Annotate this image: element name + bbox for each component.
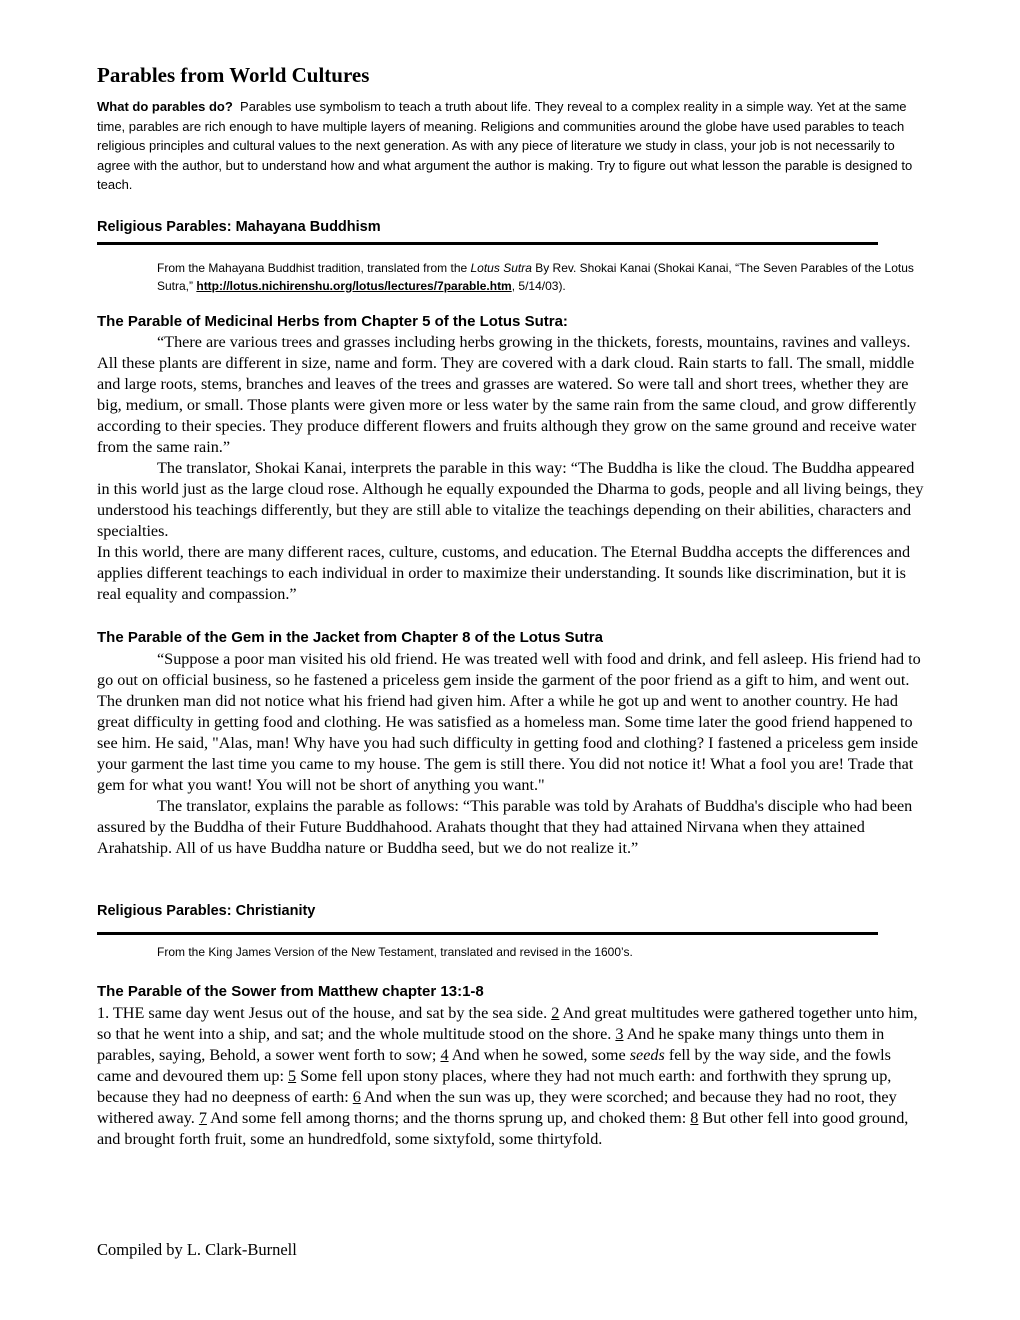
section-divider bbox=[97, 242, 878, 245]
page-footer: Compiled by L. Clark-Burnell bbox=[97, 1240, 297, 1259]
verse-number: 3 bbox=[615, 1025, 624, 1043]
verse-number: 5 bbox=[288, 1067, 297, 1085]
herbs-paragraph-3: In this world, there are many different races, culture, customs, and education. The Eternal Buddha accepts the differences and applies different teachings to each individual in order to maximize their understanding. It sounds like discrimination, but it is real equality and compassion.” bbox=[97, 543, 911, 603]
page-title: Parables from World Cultures bbox=[97, 63, 370, 87]
herbs-paragraph-1: “There are various trees and grasses including herbs growing in the thickets, forests, mountains, ravines and valleys. All these plants are different in size, name and form. They are covered with a dark cloud. Rain starts to fall. The small, middle and large roots, stems, branches and leaves of the trees and grasses are watered. So were tall and short trees, whether they are big, medium, or small. Those plants were given more or less water by the same rain from the same cloud, and grow differently according to their species. They produce different flowers and fruits although they grow on the same ground and receive water from the same rain.” bbox=[97, 333, 917, 456]
intro-text: Parables use symbolism to teach a truth about life. They reveal to a complex reality in a simple way. Yet at the same time, parables are rich enough to have multiple layers of meaning. Religions and communities around the globe have used parables to teach religious principles and cultural values to the next generation. As with any piece of literature we study in class, your job is not necessarily to agree with the author, but to understand how and what argument the author is making. Try to figure out what lesson the parable is designed to teach. bbox=[97, 99, 913, 192]
section-heading-buddhism: Religious Parables: Mahayana Buddhism bbox=[97, 219, 381, 235]
christianity-source-note: From the King James Version of the New Testament, translated and revised in the 1600’s. bbox=[157, 945, 633, 959]
verse-number: 2 bbox=[551, 1004, 560, 1022]
intro-lead: What do parables do? bbox=[97, 99, 233, 114]
sower-verses: 1. THE same day went Jesus out of the house, and sat by the sea side. 2 And great multitudes were gathered together unto him, so that he went into a ship, and sat; and the whole multitude stood on the shore. 3 And he spake many things unto them in parables, saying, Behold, a sower went forth to sow; 4 And when he sowed, some seeds fell by the way side, and the fowls came and devoured them up: 5 Some fell upon stony places, where they had not much earth: and forthwith they sprung up, because they had no deepness of earth: 6 And when the sun was up, they were scorched; and because they had no root, they withered away. 7 And some fell among thorns; and the thorns sprung up, and choked them: 8 But other fell into good ground, and brought forth fruit, some an hundredfold, some sixtyfold, some thirtyfold. bbox=[97, 1004, 918, 1148]
parable-text-gem bbox=[97, 649, 929, 859]
parable-title-gem: The Parable of the Gem in the Jacket from Chapter 8 of the Lotus Sutra bbox=[97, 629, 603, 646]
verse-number: 8 bbox=[690, 1109, 699, 1127]
parable-title-herbs: The Parable of Medicinal Herbs from Chapter 5 of the Lotus Sutra: bbox=[97, 313, 568, 330]
buddhism-source-note: From the Mahayana Buddhist tradition, translated from the Lotus Sutra By Rev. Shokai Kanai (Shokai Kanai, “The Seven Parables of the Lotus Sutra,” http://lotus.nichirenshu.org/lotus/lectures/7parable.htm, 5/14/03). bbox=[157, 261, 914, 293]
parable-title-sower: The Parable of the Sower from Matthew chapter 13:1-8 bbox=[97, 983, 484, 1000]
verse-number: 7 bbox=[198, 1109, 207, 1127]
gem-paragraph-2: The translator, explains the parable as follows: “This parable was told by Arahats of Buddha's disciple who had been assured by the Buddha of their Future Buddhahood. Arahats thought that they had attained Nirvana when they attained Arahatship. All of us have Buddha nature or Buddha seed, but we do not realize it.” bbox=[97, 797, 913, 857]
parable-text-herbs bbox=[97, 332, 929, 605]
verse-number: 4 bbox=[440, 1046, 449, 1064]
source-work-title: Lotus Sutra bbox=[470, 261, 532, 275]
source-link[interactable]: http://lotus.nichirenshu.org/lotus/lectures/7parable.htm bbox=[196, 279, 512, 293]
section-divider bbox=[97, 932, 878, 935]
herbs-paragraph-2: The translator, Shokai Kanai, interprets the parable in this way: “The Buddha is like the cloud. The Buddha appeared in this world just as the large cloud rose. Although he equally expounded the Dharma to gods, people and all living beings, they understood his teachings differently, but they are still able to vitalize the teachings depending on their abilities, characters and specialties. bbox=[97, 459, 924, 540]
gem-paragraph-1: “Suppose a poor man visited his old friend. He was treated well with food and drink, and fell asleep. His friend had to go out on official business, so he fastened a priceless gem inside the garment of the poor friend as a gift to him, and went out. The drunken man did not notice what his friend had given him. After a while he got up and went to another country. He had great difficulty in getting food and clothing. He was satisfied as a homeless man. Some time later the good friend happened to see him. He said, "Alas, man! Why have you had such difficulty in getting food and clothing? I fastened a priceless gem inside your garment the last time you came to my house. The gem is still there. You did not notice it! What a fool you are! Trade that gem for what you want! You will not be short of anything you want." bbox=[97, 650, 921, 794]
intro-paragraph bbox=[97, 97, 917, 195]
verse-number: 6 bbox=[352, 1088, 361, 1106]
section-heading-christianity: Religious Parables: Christianity bbox=[97, 903, 316, 919]
parable-text-sower bbox=[97, 1003, 929, 1150]
